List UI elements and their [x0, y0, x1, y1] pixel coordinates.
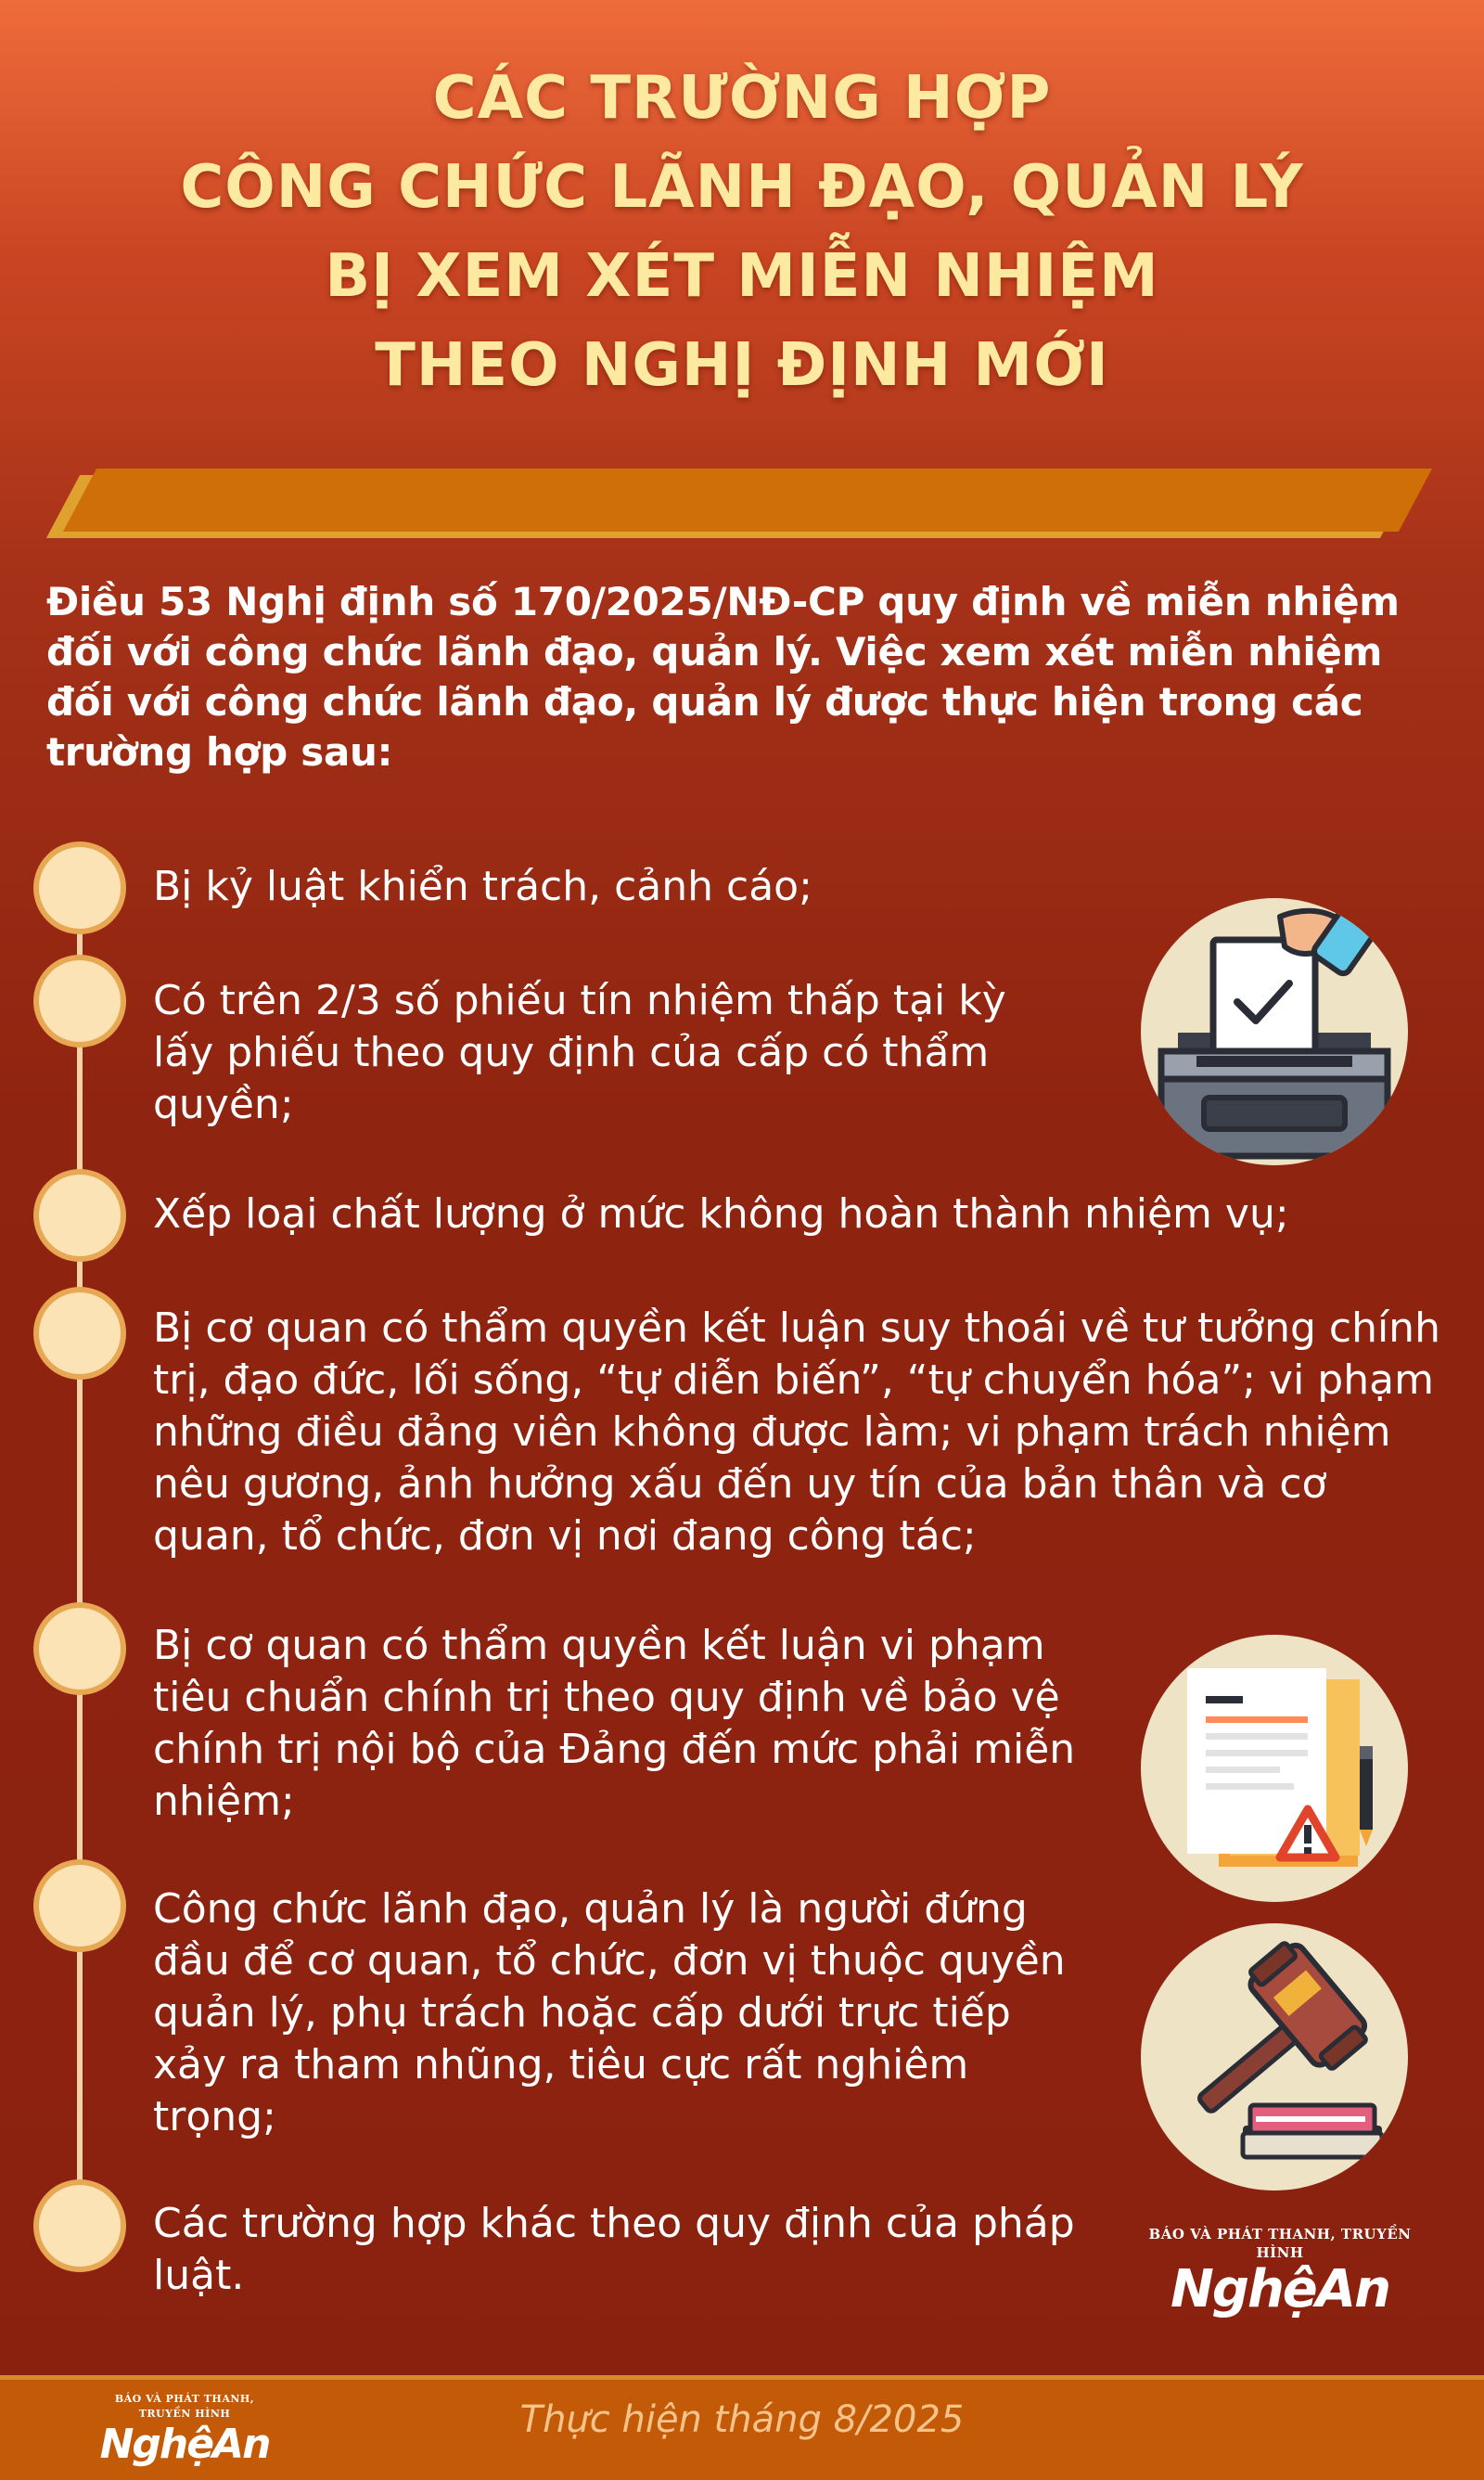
list-item: Bị kỷ luật khiển trách, cảnh cáo; — [153, 863, 812, 910]
page-title — [0, 54, 1484, 410]
timeline-line — [77, 886, 83, 2222]
warning-document-illustration — [1141, 1635, 1408, 1902]
watermark-small-text: BÁO VÀ PHÁT THANH, TRUYỀN HÌNH — [1148, 2226, 1412, 2261]
timeline-dot-6 — [39, 1865, 121, 1947]
list-item: Các trường hợp khác theo quy định của pháp luật. — [153, 2200, 1075, 2299]
footer-logo-small-text: BÁO VÀ PHÁT THANH, TRUYỀN HÌNH — [114, 2393, 255, 2420]
watermark-logo — [1136, 2225, 1424, 2318]
intro-paragraph: Điều 53 Nghị định số 170/2025/NĐ-CP quy định về miễn nhiệm đối với công chức lãnh đạo, quản lý. Việc xem xét miễn nhiệm đối với công chức lãnh đạo, quản lý được thực hiện trong các trường hợp sau: — [46, 579, 1400, 775]
list-item: Có trên 2/3 số phiếu tín nhiệm thấp tại kỳ lấy phiếu theo quy định của cấp có thẩm quyền; — [153, 977, 1006, 1128]
timeline-dot-2 — [39, 960, 121, 1042]
list-item: Bị cơ quan có thẩm quyền kết luận suy thoái về tư tưởng chính trị, đạo đức, lối sống, “tự diễn biến”, “tự chuyển hóa”; vi phạm những điều đảng viên không được làm; vi phạm trách nhiệm nêu gương, ảnh hưởng xấu đến uy tín của bản thân và cơ quan, tổ chức, đơn vị nơi đang công tác; — [153, 1304, 1440, 1560]
timeline-dot-1 — [39, 847, 121, 929]
decorative-banner — [63, 469, 1432, 532]
title-line-4: THEO NGHỊ ĐỊNH MỚI — [375, 331, 1109, 400]
list-item: Xếp loại chất lượng ở mức không hoàn thành nhiệm vụ; — [153, 1190, 1289, 1238]
timeline-dot-7 — [39, 2185, 121, 2267]
warning-document-icon — [1141, 1635, 1408, 1902]
gavel-illustration — [1141, 1923, 1408, 2191]
title-line-2: CÔNG CHỨC LÃNH ĐẠO, QUẢN LÝ — [180, 153, 1304, 222]
footer-logo — [87, 2392, 282, 2468]
ballot-box-illustration — [1141, 898, 1408, 1165]
watermark-brand: NghệAn — [1170, 2259, 1389, 2319]
timeline-dot-5 — [39, 1608, 121, 1690]
credit-text: Thực hiện tháng 8/2025 — [519, 2398, 965, 2441]
list-item: Công chức lãnh đạo, quản lý là người đứng đầu để cơ quan, tổ chức, đơn vị thuộc quyền quản lý, phụ trách hoặc cấp dưới trực tiếp xảy ra tham nhũng, tiêu cực rất nghiêm trọng; — [153, 1885, 1066, 2140]
timeline-dot-4 — [39, 1292, 121, 1374]
timeline-dot-3 — [39, 1175, 121, 1256]
title-line-3: BỊ XEM XÉT MIỄN NHIỆM — [325, 242, 1159, 311]
title-line-1: CÁC TRƯỜNG HỢP — [432, 64, 1052, 133]
list-item: Bị cơ quan có thẩm quyền kết luận vi phạm tiêu chuẩn chính trị theo quy định về bảo vệ chính trị nội bộ của Đảng đến mức phải miễn nhiệm; — [153, 1622, 1076, 1825]
gavel-icon — [1141, 1923, 1408, 2191]
footer-logo-brand: NghệAn — [99, 2421, 270, 2468]
ballot-box-icon — [1141, 898, 1408, 1165]
